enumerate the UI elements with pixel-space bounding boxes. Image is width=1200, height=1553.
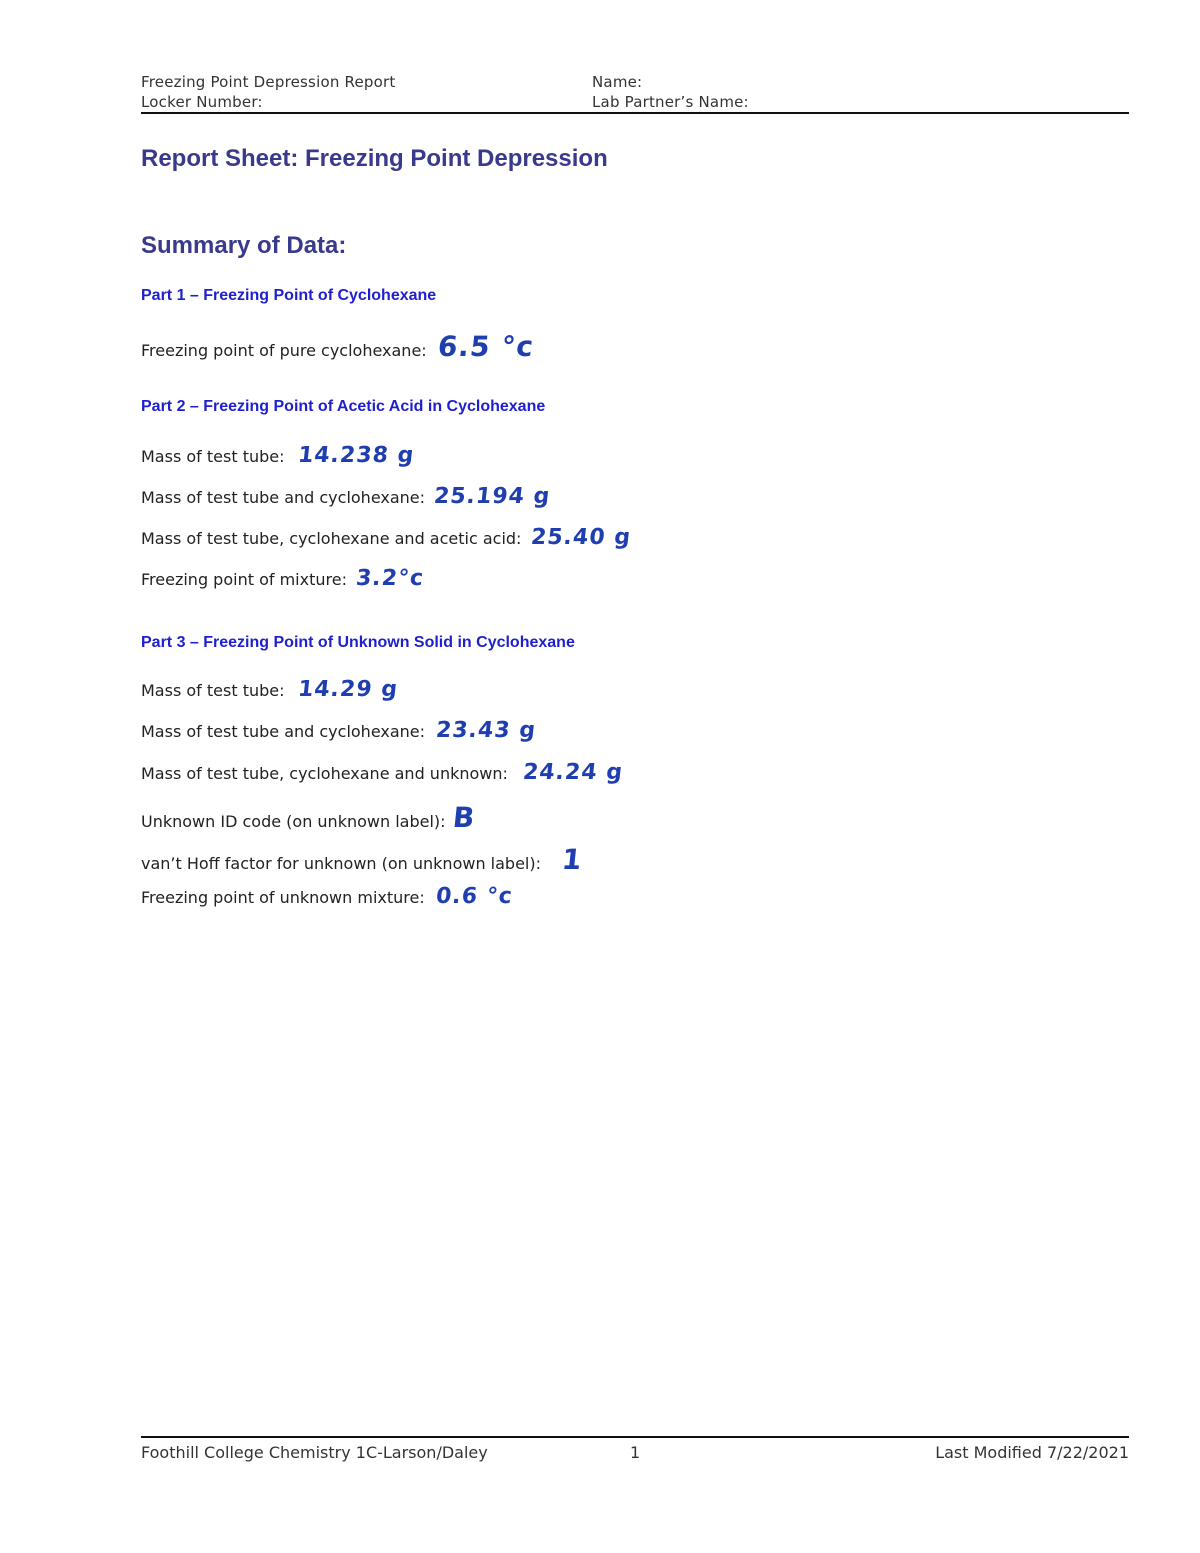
footer-last-modified: Last Modified 7/22/2021 (935, 1443, 1129, 1462)
part2-row-mass-tube-cyclohexane-acid (141, 525, 631, 550)
footer-page-number: 1 (630, 1443, 641, 1462)
part2-row-mass-tube-cyclohexane (141, 484, 550, 509)
footer-divider (141, 1436, 1129, 1438)
lab-partner-label: Lab Partner’s Name: (592, 93, 749, 111)
row-label: Mass of test tube: (141, 447, 285, 466)
handwritten-value: 25.40 g (529, 525, 632, 550)
page-title: Report Sheet: Freezing Point Depression (141, 145, 608, 172)
part3-row-freezing-point-unknown (141, 884, 513, 909)
part3-heading: Part 3 – Freezing Point of Unknown Solid in Cyclohexane (141, 634, 575, 651)
row-label: Mass of test tube: (141, 681, 285, 700)
row-label: van’t Hoff factor for unknown (on unknown label): (141, 854, 541, 873)
handwritten-value: 14.29 g (296, 677, 399, 702)
part3-row-unknown-id (141, 801, 475, 834)
handwritten-value: 3.2°c (354, 566, 426, 591)
part1-heading: Part 1 – Freezing Point of Cyclohexane (141, 287, 437, 304)
handwritten-value: 25.194 g (432, 484, 552, 509)
row-label: Freezing point of pure cyclohexane: (141, 341, 427, 360)
part2-row-freezing-point-mixture (141, 566, 424, 591)
summary-heading: Summary of Data: (141, 232, 347, 259)
footer-course: Foothill College Chemistry 1C-Larson/Daley (141, 1443, 488, 1462)
row-label: Mass of test tube, cyclohexane and unknown: (141, 764, 508, 783)
part2-row-mass-tube (141, 443, 414, 468)
row-label: Mass of test tube, cyclohexane and acetic acid: (141, 529, 522, 548)
row-label: Mass of test tube and cyclohexane: (141, 488, 426, 507)
report-title-header: Freezing Point Depression Report (141, 73, 396, 91)
handwritten-value: 24.24 g (521, 760, 625, 785)
part3-row-vant-hoff-factor (141, 843, 583, 876)
handwritten-value: B (450, 801, 477, 834)
handwritten-value: 6.5 °c (436, 330, 536, 363)
row-label: Freezing point of mixture: (141, 570, 347, 589)
handwritten-value: 1 (560, 843, 585, 876)
part3-row-mass-tube (141, 677, 398, 702)
header-divider (141, 112, 1129, 114)
part3-row-mass-tube-cyclohexane-unknown (141, 760, 623, 785)
row-label: Freezing point of unknown mixture: (141, 888, 425, 907)
handwritten-value: 14.238 g (296, 443, 416, 468)
row-label: Mass of test tube and cyclohexane: (141, 722, 426, 741)
handwritten-value: 0.6 °c (434, 884, 514, 909)
handwritten-value: 23.43 g (434, 718, 538, 743)
part3-row-mass-tube-cyclohexane (141, 718, 536, 743)
part2-heading: Part 2 – Freezing Point of Acetic Acid in Cyclohexane (141, 398, 546, 415)
locker-number-label: Locker Number: (141, 93, 263, 111)
row-label: Unknown ID code (on unknown label): (141, 812, 446, 831)
name-label: Name: (592, 73, 643, 91)
part1-row-freezing-point (141, 330, 534, 363)
